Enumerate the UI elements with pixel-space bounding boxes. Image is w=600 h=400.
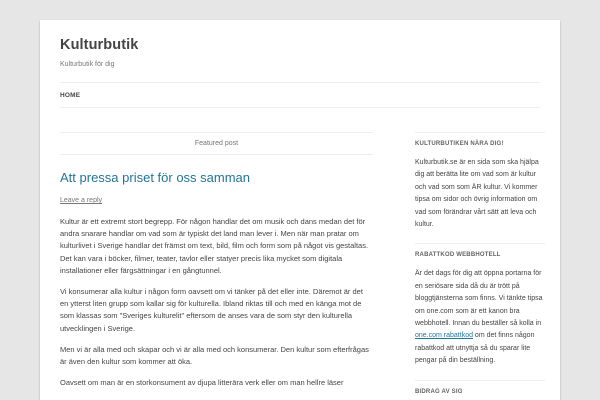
widget-rabattkod <box>415 243 545 367</box>
widget-text-before: Är det dags för dig att öppna portarna för en seriösare sida då du är trött på bloggtjänsterna som finns. Vi tänkte tipsa om one.com som är ett kanon bra webbhotell. Innan du beställer så kolla in <box>415 270 543 328</box>
widget-text: Kulturbutik.se är en sida som ska hjälpa dig att berätta lite om vad som är kultur och vad som som ÄR kultur. Vi kommer tipsa om sidor och övrig information om vad som förändrar vårt sätt att leva och kultur. <box>415 159 539 229</box>
post-paragraph: Oavsett om man är en storkonsument av djupa litterära verk eller om man hellre läser <box>60 378 344 388</box>
leave-reply-link[interactable]: Leave a reply <box>60 197 103 204</box>
widget-kulturbutiken <box>415 132 545 231</box>
widget-title: BIDRAG AV SIG <box>415 388 463 395</box>
site-description: Kulturbutik för dig <box>60 61 115 68</box>
post-title[interactable]: Att pressa priset för oss samman <box>60 170 251 185</box>
sidebar <box>415 132 545 400</box>
post-content <box>60 216 373 389</box>
post-paragraph: Vi konsumerar alla kultur i någon form oavsett om vi tänker på det eller inte. Däremot är det en ytterst liten grupp som kallar sig för kulturella. Ibland riktas till och med en känga mot de som klassas som "Sveriges kulturelit" eftersom de anses vara de som styr den kulturella utvecklingen i Sverige. <box>60 287 363 333</box>
post-paragraph: Kultur är ett extremt stort begrepp. För någon handlar det om musik och dans medan det för andra snarare handlar om vad som är typiskt det land man lever i. Men när man pratar om kulturlivet i Sverige handlar det främst om text, bild, film och form som på något vis gestaltas. Det kan vara i böcker, filmer, teater, tavlor eller statyer precis lika mycket som digitala installationer eller färgsättningar i en gångtunnel. <box>60 217 369 275</box>
main-content <box>60 132 373 389</box>
widget-text <box>415 268 545 367</box>
widget-title: RABATTKOD WEBBHOTELL <box>415 252 501 259</box>
site-container <box>40 20 560 400</box>
widget-text-after: om det finns någon rabattkod att utnyttja så du sparar lite pengar på din beställning. <box>415 332 535 365</box>
site-title[interactable]: Kulturbutik <box>60 37 139 53</box>
rabattkod-link[interactable]: one.com rabattkod <box>415 332 473 340</box>
widget-bidrag <box>415 380 545 397</box>
nav-item-home[interactable]: HOME <box>60 92 81 99</box>
featured-post-label: Featured post <box>60 132 373 155</box>
widget-title: KULTURBUTIKEN NÄRA DIG! <box>415 141 504 147</box>
post-paragraph: Men vi är alla med och skapar och vi är alla med och konsumerar. Den kultur som efterfrågas är även den kultur som kommer att öka. <box>60 344 369 367</box>
main-navigation <box>60 82 540 108</box>
